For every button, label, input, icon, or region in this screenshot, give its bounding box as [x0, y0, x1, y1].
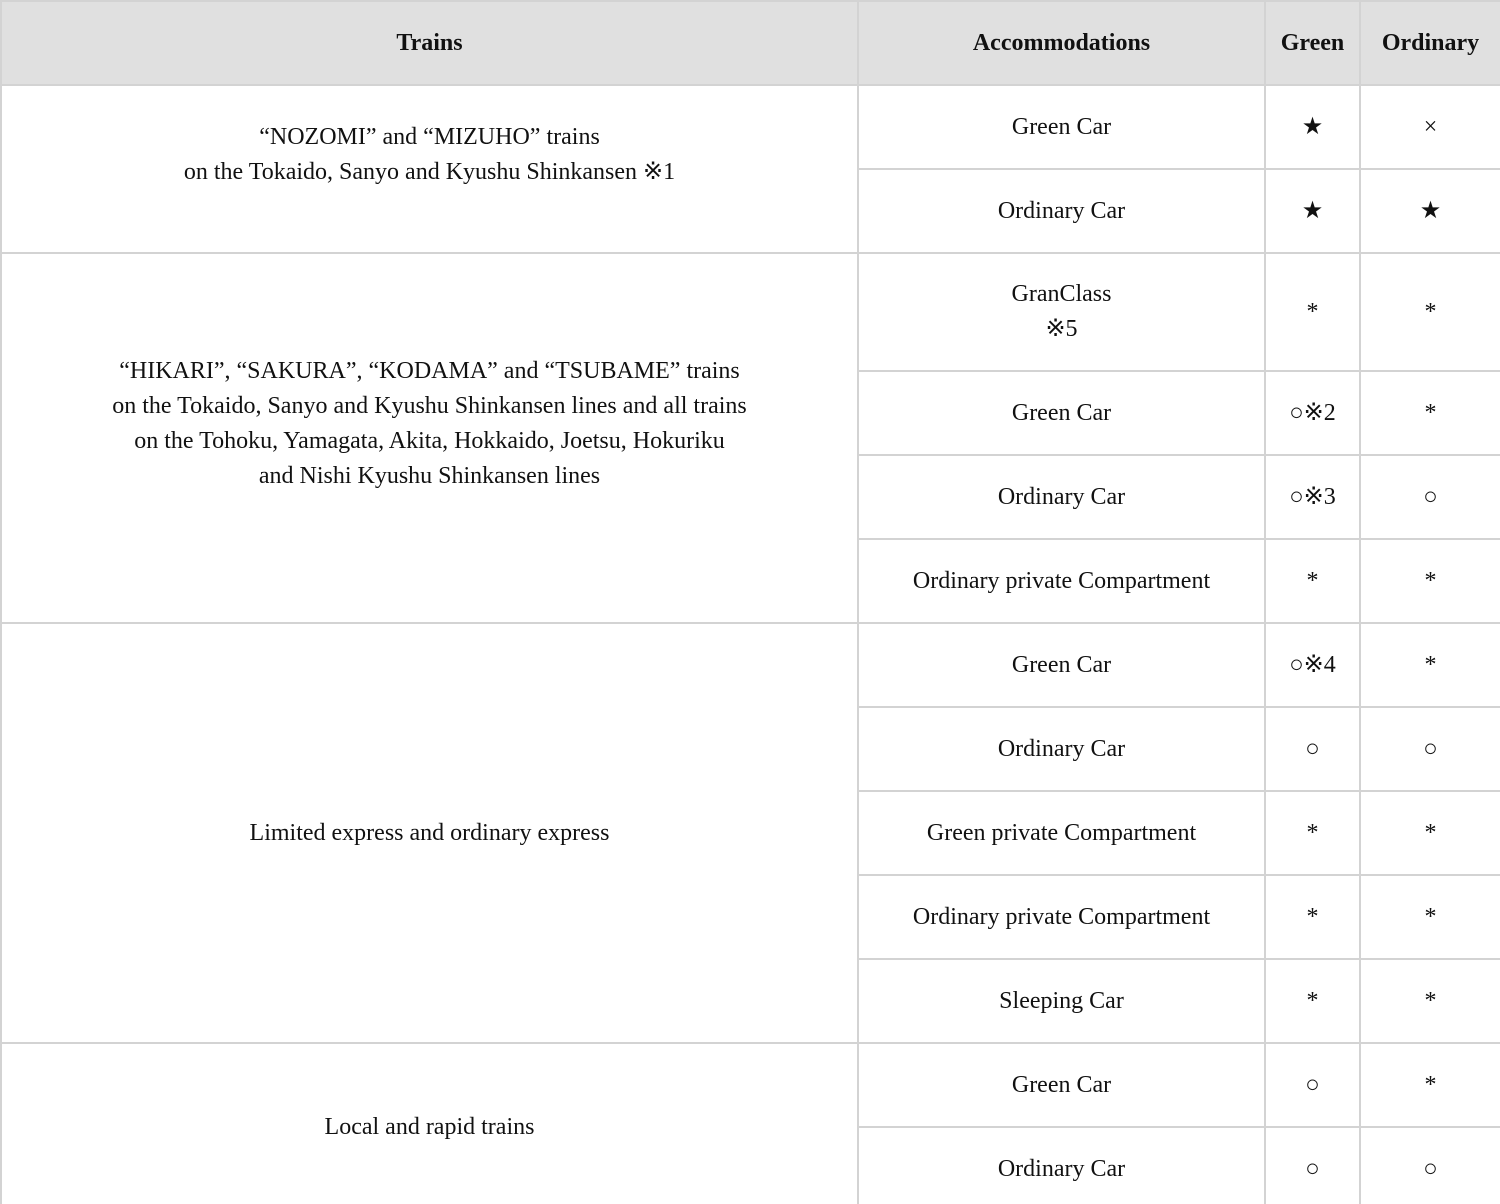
accommodation-cell — [858, 253, 1265, 371]
table-row — [1, 623, 1500, 707]
table-row — [1, 1043, 1500, 1127]
accommodation-cell: Green Car — [858, 371, 1265, 455]
ordinary-availability-cell: * — [1360, 539, 1500, 623]
train-line: Limited express and ordinary express — [249, 819, 610, 846]
table-body — [1, 85, 1500, 1204]
train-group-cell — [1, 253, 858, 623]
header-row — [1, 1, 1500, 85]
green-availability-cell: ○※4 — [1265, 623, 1360, 707]
ordinary-availability-cell: * — [1360, 1043, 1500, 1127]
train-group-cell — [1, 623, 858, 1043]
ordinary-availability-cell: * — [1360, 253, 1500, 371]
green-availability-cell: ★ — [1265, 169, 1360, 253]
header-trains: Trains — [1, 1, 858, 85]
train-line: and Nishi Kyushu Shinkansen lines — [258, 463, 601, 489]
header-green: Green — [1265, 1, 1360, 85]
train-group-cell — [1, 85, 858, 253]
accommodation-cell: Sleeping Car — [858, 959, 1265, 1043]
accommodation-cell: Green Car — [858, 623, 1265, 707]
accommodation-cell: Ordinary Car — [858, 169, 1265, 253]
green-availability-cell: * — [1265, 875, 1360, 959]
table-row — [1, 253, 1500, 371]
green-availability-cell: ★ — [1265, 85, 1360, 169]
train-line: Local and rapid trains — [324, 1113, 535, 1140]
train-line: on the Tohoku, Yamagata, Akita, Hokkaido, Joetsu, Hokuriku — [134, 428, 725, 454]
ordinary-availability-cell: × — [1360, 85, 1500, 169]
green-availability-cell: ○※3 — [1265, 455, 1360, 539]
ordinary-availability-cell: * — [1360, 791, 1500, 875]
accommodation-cell: Ordinary private Compartment — [858, 875, 1265, 959]
train-line: “NOZOMI” and “MIZUHO” trains — [259, 124, 600, 150]
green-availability-cell: * — [1265, 539, 1360, 623]
green-availability-cell: ○ — [1265, 707, 1360, 791]
train-line: on the Tokaido, Sanyo and Kyushu Shinkansen ※1 — [183, 159, 676, 185]
header-ordinary: Ordinary — [1360, 1, 1500, 85]
train-line: on the Tokaido, Sanyo and Kyushu Shinkansen lines and all trains — [112, 393, 747, 419]
ordinary-availability-cell: ○ — [1360, 1127, 1500, 1204]
ordinary-availability-cell: ○ — [1360, 455, 1500, 539]
train-group-cell — [1, 1043, 858, 1204]
green-availability-cell: ○※2 — [1265, 371, 1360, 455]
accommodation-cell: Ordinary Car — [858, 455, 1265, 539]
accommodation-cell: Green Car — [858, 1043, 1265, 1127]
green-availability-cell: * — [1265, 959, 1360, 1043]
green-availability-cell: * — [1265, 253, 1360, 371]
header-accommodations: Accommodations — [858, 1, 1265, 85]
accommodation-cell: Ordinary private Compartment — [858, 539, 1265, 623]
ordinary-availability-cell: * — [1360, 371, 1500, 455]
ordinary-availability-cell: * — [1360, 959, 1500, 1043]
green-availability-cell: ○ — [1265, 1043, 1360, 1127]
green-availability-cell: * — [1265, 791, 1360, 875]
green-availability-cell: ○ — [1265, 1127, 1360, 1204]
train-line: “HIKARI”, “SAKURA”, “KODAMA” and “TSUBAME” trains — [119, 358, 740, 384]
table-header — [1, 1, 1500, 85]
accommodation-cell: Ordinary Car — [858, 1127, 1265, 1204]
accommodation-cell: Ordinary Car — [858, 707, 1265, 791]
ordinary-availability-cell: * — [1360, 875, 1500, 959]
accommodation-cell: Green private Compartment — [858, 791, 1265, 875]
table-row — [1, 85, 1500, 169]
ordinary-availability-cell: ★ — [1360, 169, 1500, 253]
accommodation-cell: Green Car — [858, 85, 1265, 169]
accommodation-name: GranClass — [1011, 281, 1112, 307]
ordinary-availability-cell: ○ — [1360, 707, 1500, 791]
ordinary-availability-cell: * — [1360, 623, 1500, 707]
accommodation-note: ※5 — [1045, 316, 1078, 342]
